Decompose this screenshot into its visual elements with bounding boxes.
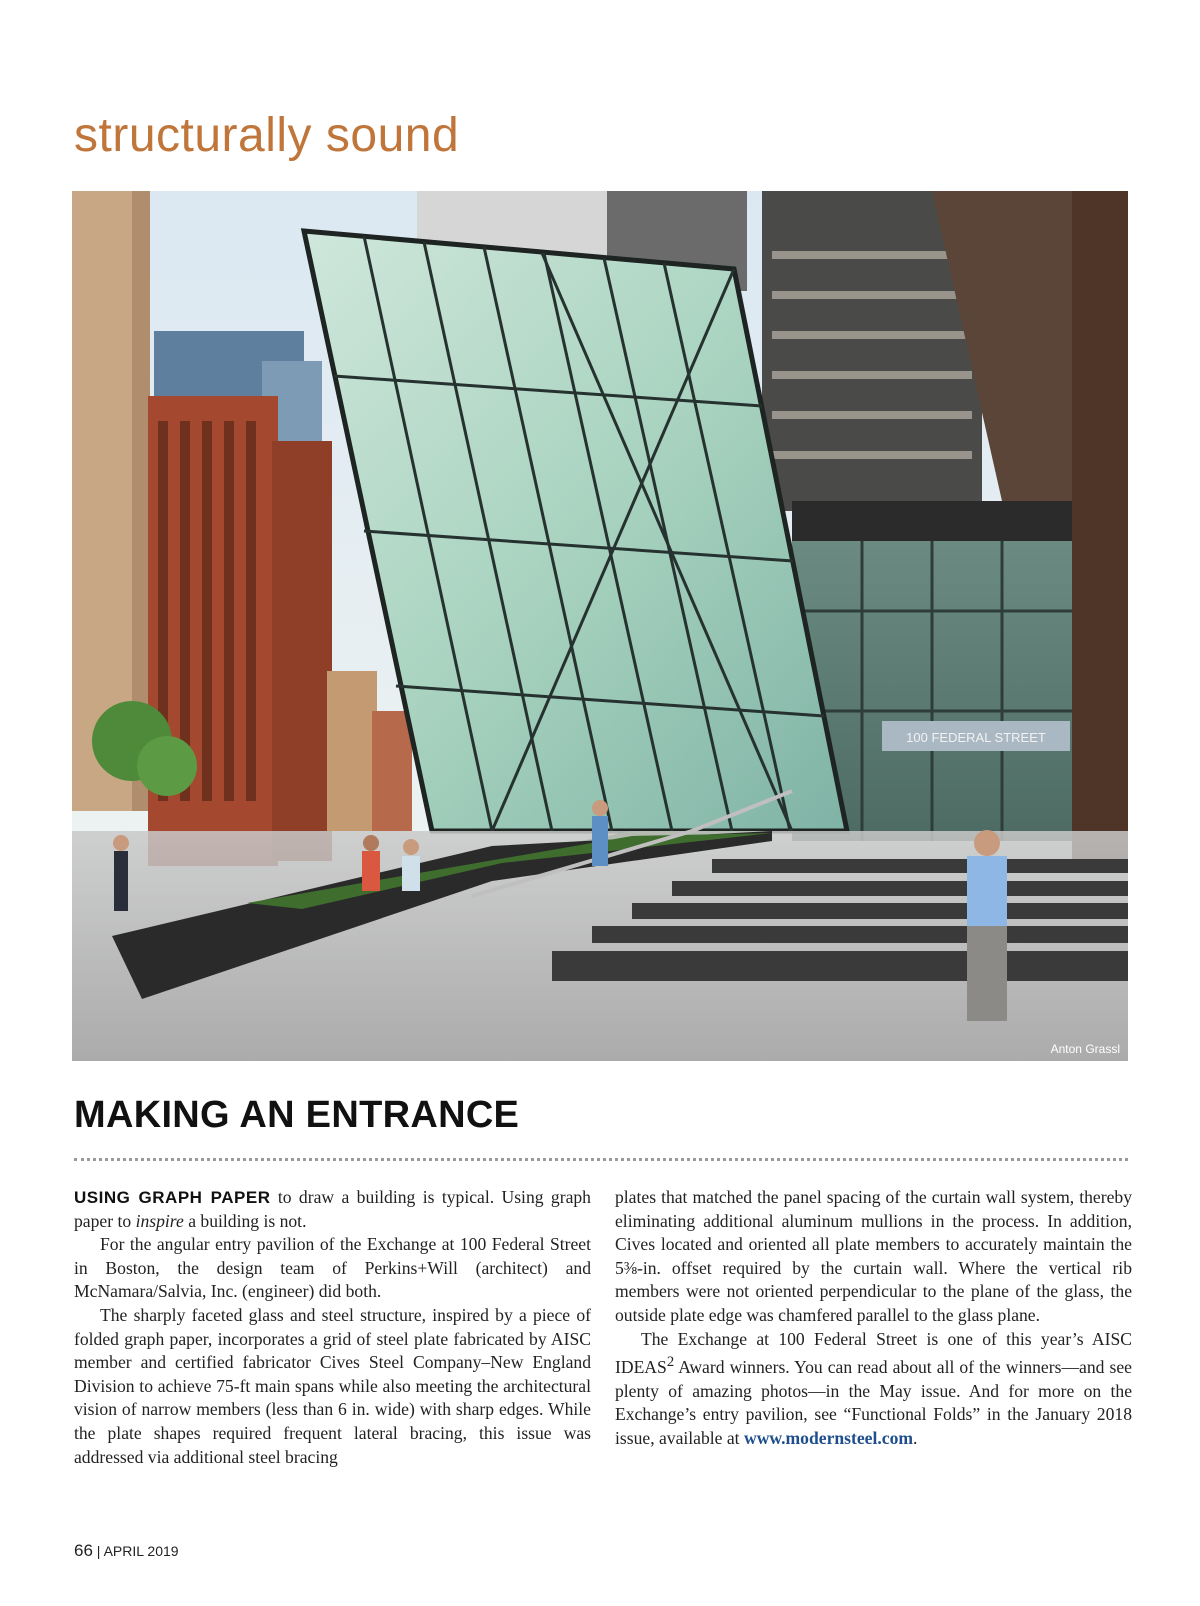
p1-text-a: to draw a building is typical. Using graph paper to [74, 1187, 591, 1231]
lead-in-caps: USING GRAPH PAPER [74, 1188, 271, 1207]
article-headline: MAKING AN ENTRANCE [74, 1094, 520, 1136]
footer-separator: | [92, 1543, 104, 1559]
page-footer [74, 1541, 179, 1561]
section-title: structurally sound [74, 109, 460, 162]
paragraph-4 [615, 1328, 1132, 1451]
dotted-divider [74, 1158, 1128, 1161]
column-right [615, 1186, 1132, 1450]
paragraph-2: For the angular entry pavilion of the Exchange at 100 Federal Street in Boston, the design team of Perkins+Will (architect) and McNamara/Salvia, Inc. (engineer) did both. [74, 1234, 591, 1302]
p1-text-b: a building is not. [183, 1210, 307, 1231]
p4-text-c: . [913, 1427, 918, 1448]
modernsteel-link[interactable]: www.modernsteel.com [743, 1427, 914, 1448]
sign-text: 100 FEDERAL STREET [906, 730, 1046, 745]
ideas-superscript: 2 [666, 1354, 675, 1371]
p4-text-a: The Exchange at 100 Federal Street is one of this year’s AISC IDEAS [615, 1328, 1132, 1378]
page-number: 66 [74, 1541, 93, 1560]
building-photo [72, 191, 1128, 1061]
p4-text-b: Award winners. You can read about all of the winners—and see plenty of amazing photos—in the May issue. And for more on the Exchange’s entry pavilion, see “Functional Folds” in the January 2018 issue, available at [615, 1357, 1132, 1448]
issue-date: APRIL 2019 [103, 1543, 179, 1559]
column-left [74, 1186, 591, 1469]
photo-illustration [72, 191, 1128, 1061]
paragraph-1 [74, 1186, 591, 1233]
photo-credit: Anton Grassl [1050, 1042, 1120, 1056]
paragraph-3: The sharply faceted glass and steel structure, inspired by a piece of folded graph paper, incorporates a grid of steel plate fabricated by AISC member and certified fabricator Cives Steel Company–New England Division to achieve 75-ft main spans while also meeting the architectural vision of narrow members (less than 6 in. wide) with sharp edges. While the plate shapes required frequent lateral bracing, this issue was addressed via additional steel bracing [74, 1304, 591, 1467]
p1-emphasis: inspire [135, 1210, 184, 1231]
paragraph-3-continued: plates that matched the panel spacing of the curtain wall system, thereby eliminating additional aluminum mullions in the process. In addition, Cives located and oriented all plate members to accurately maintain the 5⅜-in. offset required by the curtain wall. Where the vertical rib members were not oriented perpendicular to the plane of the glass, the outside plate edge was chamfered parallel to the glass plane. [615, 1187, 1132, 1325]
